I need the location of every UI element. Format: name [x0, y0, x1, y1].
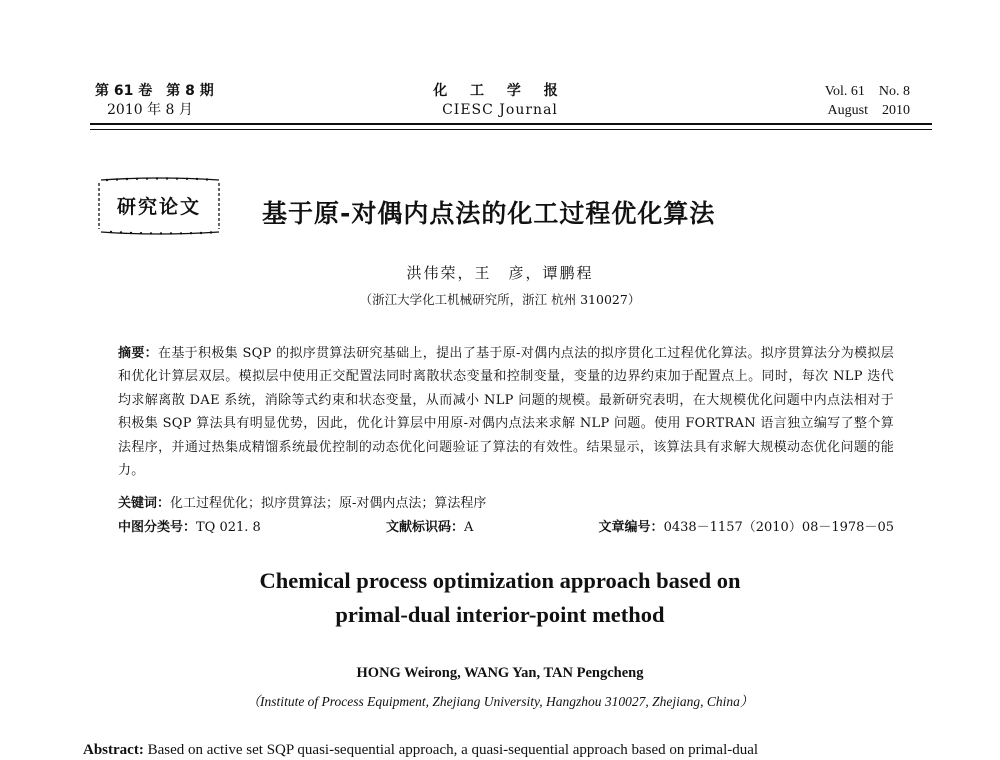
- header-rule-thick: [90, 123, 932, 125]
- badge-label: 研究论文: [116, 196, 201, 218]
- article-no-value: 0438－1157（2010）08－1978－05: [663, 520, 894, 535]
- authors-cn: 洪伟荣，王 彦，谭鹏程: [406, 264, 594, 282]
- running-header-right: [825, 82, 910, 120]
- date-en: August 2010: [827, 103, 910, 118]
- abstract-en: [83, 742, 923, 759]
- header-rule-thin: [90, 129, 932, 130]
- article-no-item: [599, 516, 894, 535]
- journal-name-cn: 化 工 学 报: [433, 83, 567, 99]
- volume-issue-en: Vol. 61 No. 8: [824, 84, 910, 99]
- keywords-cn-label: 关键词：: [118, 496, 171, 511]
- abstract-en-label: Abstract:: [83, 742, 144, 758]
- abstract-cn-label: 摘要：: [118, 346, 158, 361]
- keywords-cn: [118, 492, 486, 511]
- date-cn: 2010 年 8 月: [107, 102, 193, 118]
- authors-en: HONG Weirong, WANG Yan, TAN Pengcheng: [356, 665, 644, 681]
- classification-line: [118, 516, 894, 535]
- affiliation-cn: （浙江大学化工机械研究所，浙江 杭州 310027）: [359, 292, 641, 307]
- volume-issue-cn: 第 61 卷 第 8 期: [95, 83, 214, 99]
- journal-name-en: CIESC Journal: [442, 102, 558, 118]
- article-no-label: 文章编号：: [598, 520, 664, 535]
- column-badge: [95, 175, 223, 237]
- article-title-cn: 基于原-对偶内点法的化工过程优化算法: [262, 199, 716, 228]
- doc-code-label: 文献标识码：: [385, 520, 464, 535]
- doc-code-item: [386, 516, 473, 535]
- doc-code-value: A: [464, 520, 474, 535]
- affiliation-en: （Institute of Process Equipment, Zhejiang University, Hangzhou 310027, Zhejiang, China）: [246, 694, 754, 709]
- abstract-cn-text: 在基于积极集 SQP 的拟序贯算法研究基础上，提出了基于原-对偶内点法的拟序贯化工过程优化算法。拟序贯算法分为模拟层和优化计算层双层。模拟层中使用正交配置法同时离散状态变量和控制变量，变量的边界约束加于配置点上。同时，每次 NLP 迭代均求解离散 DAE 系统，消除等式约束和状态变量，从而减小 NLP 问题的规模。最新研究表明，在大规模优化问题中内点法相对于积极集 SQP 算法具有明显优势，因此，优化计算层中用原-对偶内点法来求解 NLP 问题。使用 FORTRAN 语言独立编写了整个算法程序，并通过热集成精馏系统最优控制的动态优化问题验证了算法的有效性。结果显示，该算法具有求解大规模动态优化问题的能力。: [118, 346, 894, 479]
- clc-value: TQ 021. 8: [196, 520, 261, 535]
- abstract-cn: [118, 342, 894, 482]
- keywords-cn-text: 化工过程优化；拟序贯算法；原-对偶内点法；算法程序: [170, 496, 487, 511]
- clc-label: 中图分类号：: [118, 520, 197, 535]
- clc-item: [118, 516, 261, 535]
- article-title-en-line2: primal-dual interior-point method: [335, 602, 665, 627]
- abstract-en-text: Based on active set SQP quasi-sequential approach, a quasi-sequential approach based on primal-dual: [143, 742, 759, 758]
- article-title-en-line1: Chemical process optimization approach based on: [259, 568, 741, 593]
- article-title-en: [0, 564, 1000, 632]
